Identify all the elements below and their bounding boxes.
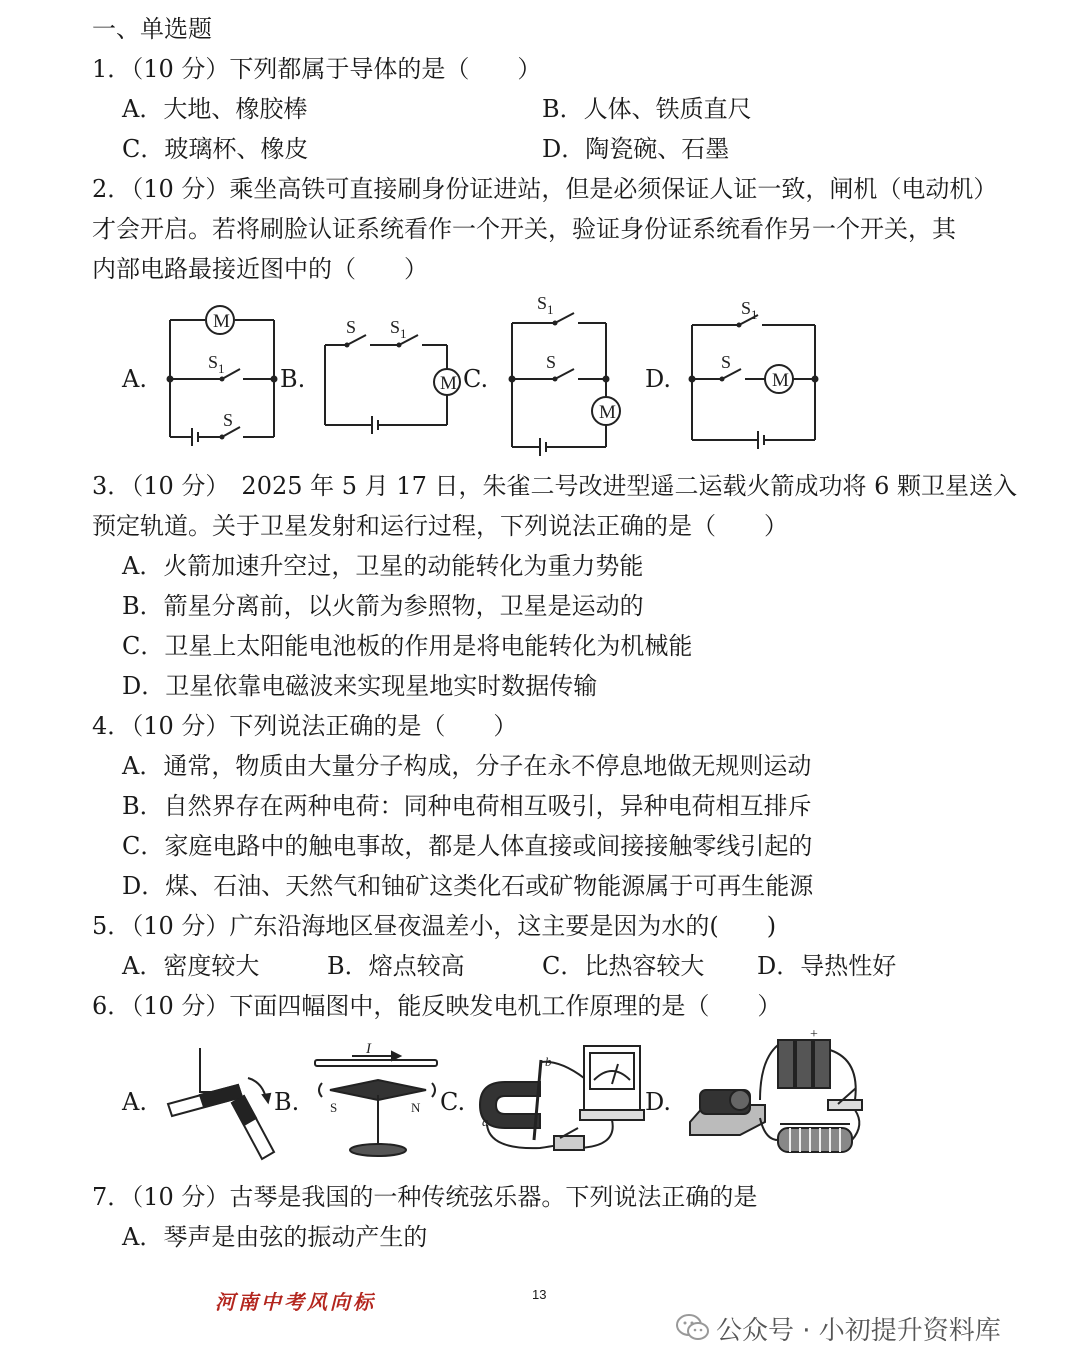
q3-option-b: B．箭星分离前，以火箭为参照物，卫星是运动的 [122, 592, 644, 620]
q2-diagram-label-d: D. [645, 365, 672, 393]
q2-diagram-label-a: A. [122, 365, 147, 393]
question-2-stem-line2: 才会开启。若将刷脸认证系统看作一个开关，验证身份证系统看作另一个开关，其 [92, 215, 956, 243]
switch-s-label-a: S [223, 410, 234, 430]
wire-end-b-label: b [545, 1054, 552, 1069]
question-3-stem-line2: 预定轨道。关于卫星发射和运行过程，下列说法正确的是（ ） [92, 512, 788, 540]
question-5-stem: 5．（10 分）广东沿海地区昼夜温差小，这主要是因为水的( ) [92, 912, 777, 940]
motor-c-label: M [599, 402, 616, 423]
watermark-text: 公众号 · 小初提升资料库 [716, 1316, 1001, 1346]
question-7-stem: 7．（10 分）古琴是我国的一种传统弦乐器。下列说法正确的是 [92, 1183, 758, 1211]
switch-s1-label-d: $S_1$ [741, 298, 758, 322]
circuit-c [512, 313, 606, 456]
question-2-stem-line3: 内部电路最接近图中的（ ） [92, 255, 428, 283]
switch-s1-label-b: $S_1$ [390, 317, 407, 341]
motor-d-label: M [772, 370, 789, 391]
question-2-stem-line1: 2．（10 分）乘坐高铁可直接刷身份证进站，但是必须保证人证一致，闸机（电动机） [92, 175, 998, 203]
q1-option-c: C．玻璃杯、橡皮 [122, 135, 309, 163]
q4-option-c: C．家庭电路中的触电事故，都是人体直接或间接接触零线引起的 [122, 832, 813, 860]
current-label: I [366, 1041, 371, 1057]
q6-figure-label-a: A. [122, 1088, 147, 1116]
q2-circuit-diagrams [0, 290, 1080, 460]
q4-option-d: D．煤、石油、天然气和铀矿这类化石或矿物能源属于可再生能源 [122, 872, 814, 900]
figure-d-motor-setup [690, 1040, 862, 1152]
south-pole-label: S [330, 1100, 338, 1115]
q5-option-a: A．密度较大 [122, 952, 260, 980]
question-4-stem: 4．（10 分）下列说法正确的是（ ） [92, 712, 518, 740]
q1-option-a: A．大地、橡胶棒 [122, 95, 308, 123]
q1-option-d: D．陶瓷碗、石墨 [542, 135, 730, 163]
q3-option-a: A．火箭加速升空过，卫星的动能转化为重力势能 [122, 552, 644, 580]
q5-option-d: D．导热性好 [757, 952, 897, 980]
switch-s-label-b: S [346, 317, 357, 337]
q3-option-c: C．卫星上太阳能电池板的作用是将电能转化为机械能 [122, 632, 693, 660]
circuit-b [325, 335, 447, 434]
q3-option-d: D．卫星依靠电磁波来实现星地实时数据传输 [122, 672, 598, 700]
switch-s1-label-c: $S_1$ [537, 293, 554, 317]
q6-figure-label-b: B. [274, 1088, 300, 1116]
question-6-stem: 6．（10 分）下面四幅图中，能反映发电机工作原理的是（ ） [92, 992, 782, 1020]
q4-option-a: A．通常，物质由大量分子构成，分子在永不停息地做无规则运动 [122, 752, 812, 780]
page-number: 13 [532, 1287, 547, 1302]
figure-c-galvanometer [480, 1046, 644, 1150]
figure-a-magnets [168, 1048, 274, 1159]
q7-option-a: A．琴声是由弦的振动产生的 [122, 1223, 428, 1251]
wire-end-a-label: a [482, 1114, 489, 1129]
circuit-d [692, 315, 815, 449]
switch-s1-label-a: $S_1$ [208, 352, 225, 376]
q5-option-c: C．比热容较大 [542, 952, 705, 980]
wechat-icon [676, 1313, 710, 1343]
q2-diagram-label-c: C. [463, 365, 489, 393]
question-3-stem-line1: 3．（10 分） 2025 年 5 月 17 日，朱雀二号改进型遥二运载火箭成功将 6 颗卫星送入 [92, 472, 1017, 500]
circuit-a [170, 320, 274, 446]
q1-option-b: B．人体、铁质直尺 [542, 95, 752, 123]
q2-diagram-label-b: B. [280, 365, 306, 393]
q6-figure-label-d: D. [645, 1088, 672, 1116]
brand-logo-text: 河南中考风向标 [215, 1290, 376, 1314]
motor-b-label: M [440, 373, 457, 394]
switch-s-label-d: S [721, 352, 732, 372]
motor-a-label: M [213, 311, 230, 332]
q6-figures [0, 1025, 1080, 1175]
north-pole-label: N [411, 1100, 421, 1115]
q4-option-b: B．自然界存在两种电荷：同种电荷相互吸引，异种电荷相互排斥 [122, 792, 812, 820]
q6-figure-label-c: C. [440, 1088, 466, 1116]
section-title: 一、单选题 [92, 15, 212, 43]
battery-plus-label: + [810, 1027, 818, 1042]
switch-s-label-c: S [546, 352, 557, 372]
question-1-stem: 1．（10 分）下列都属于导体的是（ ） [92, 55, 542, 83]
q5-option-b: B．熔点较高 [327, 952, 465, 980]
